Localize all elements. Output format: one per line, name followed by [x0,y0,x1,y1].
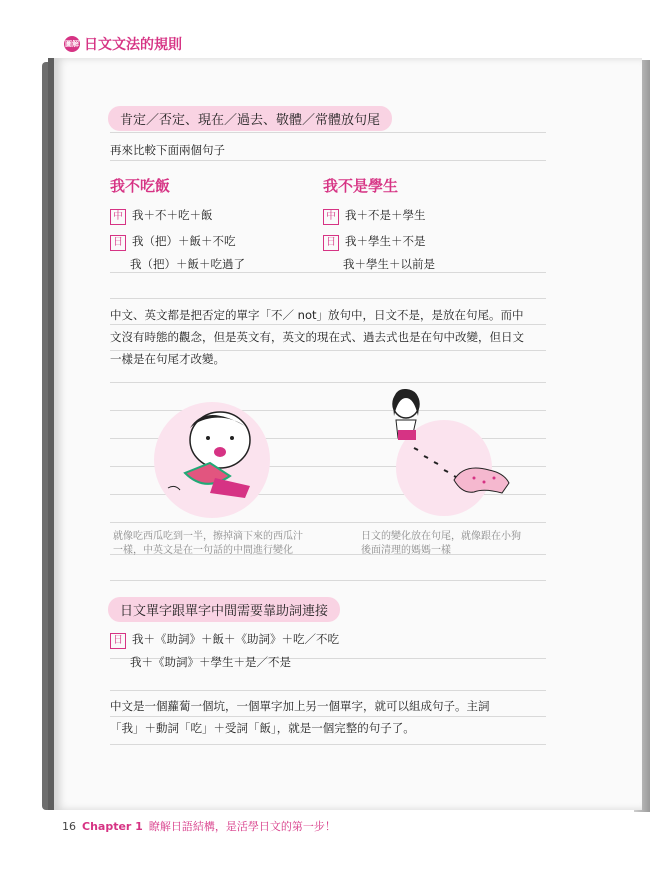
section1-paragraph-line: 一樣是在句尾才改變。 [110,352,225,366]
section1-paragraph-line: 文沒有時態的觀念，但是英文有，英文的現在式、過去式也是在句中改變，但日文 [110,330,524,344]
page-number: 16 [62,820,76,833]
example-right-heading: 我不是學生 [323,177,399,195]
ruled-line [110,298,546,299]
ruled-line [110,160,546,161]
ruled-line [110,272,546,273]
example-right-ja-text1: 我＋學生＋不是 [345,234,426,248]
section1-intro: 再來比較下面兩個句子 [110,143,225,157]
caption-right-line: 日文的變化放在句尾，就像跟在小狗 [361,531,521,542]
caption-left [113,530,323,558]
ja-tag: 日 [110,633,126,649]
example-right-zh-text: 我＋不是＋學生 [345,208,426,222]
page-footer [62,818,336,834]
section2-paragraph-line: 中文是一個蘿蔔一個坑，一個單字加上另一個單字，就可以組成句子。主詞 [110,699,490,713]
zh-tag: 中 [110,209,126,225]
ruled-line [110,132,546,133]
ruled-line [110,580,546,581]
chapter-label: Chapter 1 [82,820,143,833]
section2-line1 [110,631,339,649]
ruled-line [110,716,546,717]
zh-tag: 中 [323,209,339,225]
ja-tag: 日 [323,235,339,251]
caption-right [361,530,551,558]
ja-tag: 日 [110,235,126,251]
example-right-ja [323,233,426,251]
ruled-line [110,690,546,691]
caption-left-line: 一樣，中英文是在一句話的中間進行變化 [113,545,293,556]
ruled-line [110,324,546,325]
watermelon-illustration [150,398,275,523]
example-right-zh [323,207,426,225]
ruled-line [110,744,546,745]
section1-title: 肯定／否定、現在／過去、敬體／常體放句尾 [108,106,392,131]
example-left-ja [110,233,236,251]
caption-right-line: 後面清理的媽媽一樣 [361,545,451,556]
header-badge: 圖解 [64,36,80,52]
ruled-line [110,382,546,383]
section2-title: 日文單字跟單字中間需要靠助詞連接 [108,597,340,622]
caption-left-line: 就像吃西瓜吃到一半，擦掉滴下來的西瓜汁 [113,531,303,542]
page-header [64,34,182,54]
section2-line2: 我＋《助詞》＋學生＋是／不是 [130,655,291,669]
section1-paragraph-line: 中文、英文都是把否定的單字「不／ not」放句中，日文不是，是放在句尾。而中 [110,308,524,322]
dog-mother-illustration [384,388,524,518]
header-title: 日文文法的規則 [84,37,182,53]
section2-line1-text: 我＋《助詞》＋飯＋《助詞》＋吃／不吃 [132,632,339,646]
section2-paragraph-line: 「我」＋動詞「吃」＋受詞「飯」，就是一個完整的句子了。 [110,721,415,735]
example-left-heading: 我不吃飯 [110,177,171,195]
example-left-ja-text2: 我（把）＋飯＋吃過了 [130,257,245,271]
example-right-ja-text2: 我＋學生＋以前是 [343,257,435,271]
example-left-ja-text1: 我（把）＋飯＋不吃 [132,234,236,248]
example-left-zh [110,207,213,225]
chapter-subtitle: 瞭解日語結構，是活學日文的第一步！ [148,820,336,833]
example-left-zh-text: 我＋不＋吃＋飯 [132,208,213,222]
